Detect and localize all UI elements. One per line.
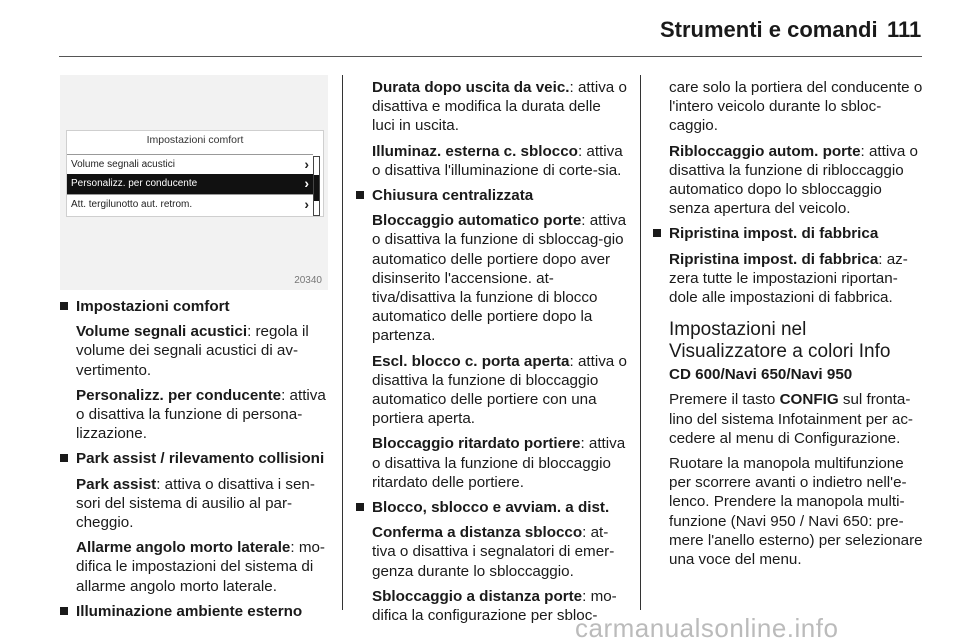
display-screen (66, 130, 324, 217)
watermark: carmanualsonline.info (575, 613, 839, 643)
list-item: Bloccaggio ritardato portiere: attiva o disattiva la funzione di bloccaggio ritardato delle portiere. (372, 435, 626, 491)
comfort-settings-figure (60, 75, 328, 290)
bullet-heading: Blocco, sblocco e avviam. a dist. (356, 498, 627, 517)
column-2 (372, 78, 627, 631)
paragraph: Ruotare la manopola multifunzione per scorrere avanti o indietro nell'e-lenco. Prendere la manopola multi-funzione (Navi 950 / Navi 650: pre-mere l'anello esterno) per selezionare una voce del menu. (669, 455, 923, 569)
list-item: Escl. blocco c. porta aperta: attiva o disattiva la funzione di bloccaggio automatico delle portiere con una portiera aperta. (372, 352, 627, 428)
paragraph: Premere il tasto CONFIG sul fronta-lino del sistema Infotainment per ac-cedere al menu di Configurazione. (669, 391, 913, 447)
list-item: Durata dopo uscita da veic.: attiva o disattiva e modifica la durata delle luci in uscita. (372, 79, 627, 135)
header-divider (59, 56, 922, 57)
bullet-heading: Impostazioni comfort (60, 297, 328, 316)
list-item: Park assist: attiva o disattiva i sen-sori del sistema di ausilio al par-cheggio. (76, 475, 315, 532)
chevron-right-icon: › (304, 196, 309, 212)
subsection-heading: CD 600/Navi 650/Navi 950 (669, 366, 853, 384)
scroll-thumb (314, 175, 319, 201)
list-item: Illuminaz. esterna c. sblocco: attiva o disattiva l'illuminazione di corte-sia. (372, 142, 623, 179)
menu-row-label: Personalizz. per conducente (71, 178, 198, 189)
menu-row (67, 194, 313, 215)
scrollbar (313, 156, 320, 216)
menu-row (67, 154, 313, 175)
chevron-right-icon: › (304, 156, 309, 172)
page-title: Strumenti e comandi (660, 17, 878, 42)
column-1 (60, 297, 328, 627)
list-item: Bloccaggio automatico porte: attiva o disattiva la funzione di sbloccag-gio automatico delle portiere dopo aver disinserito l'accensione. at-tiva/disattiva la funzione di blocco automatico delle portiere dopo la partenza. (372, 212, 627, 345)
screen-title: Impostazioni comfort (146, 134, 244, 146)
column-3 (669, 78, 924, 575)
list-item: Conferma a distanza sblocco: at-tiva o disattiva i segnalatori di emer-genza durante lo sbloccaggio. (372, 524, 615, 580)
chevron-right-icon: › (304, 175, 309, 191)
bullet-heading: Park assist / rilevamento collisioni (60, 449, 328, 468)
bullet-heading: Ripristina impost. di fabbrica (653, 224, 924, 243)
list-item: Ripristina impost. di fabbrica: az-zera tutte le impostazioni riportan-dole alle impostazioni di fabbrica. (669, 250, 908, 307)
bullet-heading: Chiusura centralizzata (356, 186, 627, 205)
figure-code: 20340 (294, 275, 322, 286)
list-item: Allarme angolo morto laterale: mo-difica le impostazioni del sistema di allarme angolo morto laterale. (76, 539, 325, 595)
section-heading: Impostazioni nel Visualizzatore a colori Info (669, 319, 891, 363)
continued-text: care solo la portiera del conducente o l'intero veicolo durante lo sbloc-caggio. (669, 79, 923, 135)
page-number: 111 (887, 17, 922, 42)
column-divider (640, 75, 641, 610)
list-item: Volume segnali acustici: regola il volume dei segnali acustici di av-vertimento. (76, 323, 309, 379)
page-header (0, 0, 960, 52)
list-item: Ribloccaggio autom. porte: attiva o disattiva la funzione di ribloccaggio automatico dopo lo sbloccaggio senza apertura del veicolo. (669, 142, 918, 218)
menu-row-label: Volume segnali acustici (71, 159, 175, 170)
bullet-heading: Illuminazione ambiente esterno (60, 602, 328, 621)
list-item: Sbloccaggio a distanza porte: mo-difica la configurazione per sbloc- (372, 587, 617, 625)
menu-row-label: Att. tergilunotto aut. retrom. (71, 199, 193, 210)
column-divider (342, 75, 343, 610)
list-item: Personalizz. per conducente: attiva o disattiva la funzione di persona-lizzazione. (76, 386, 326, 443)
menu-row-selected (67, 174, 313, 194)
